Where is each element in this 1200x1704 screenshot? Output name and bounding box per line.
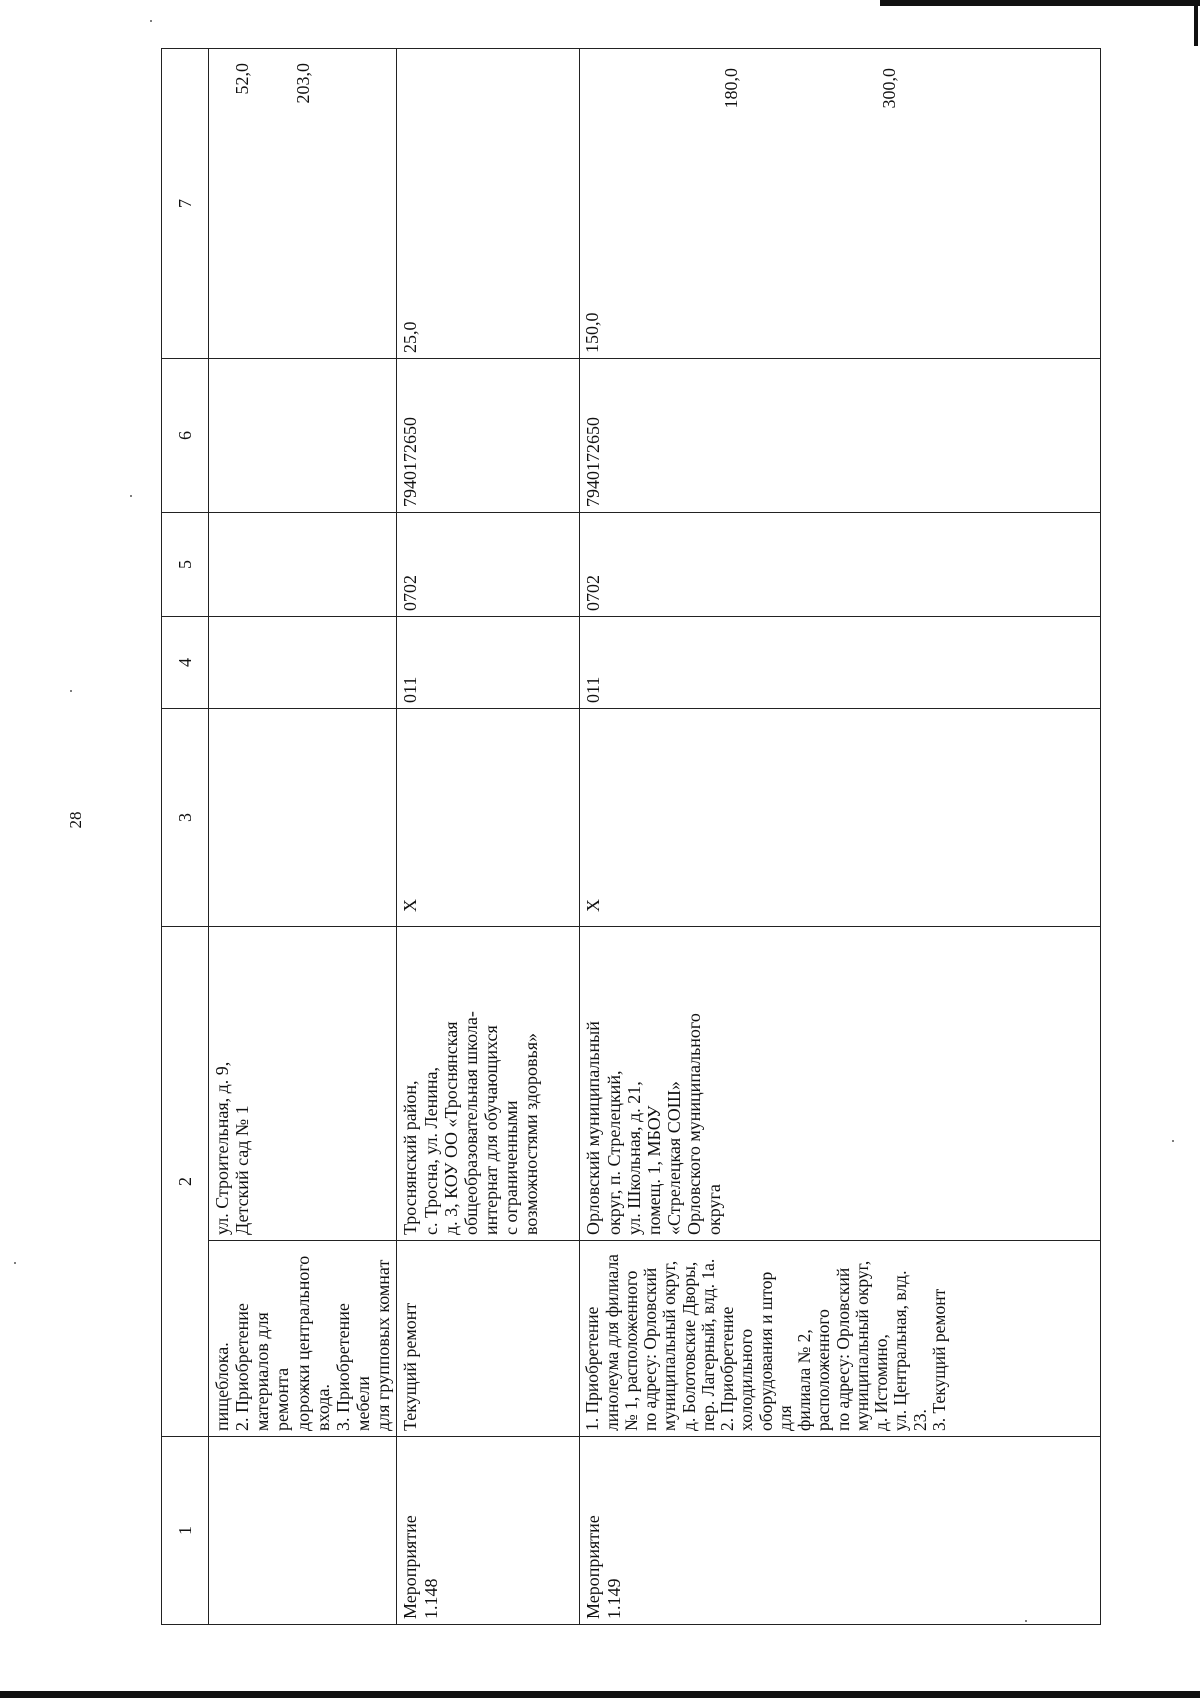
col3-cell: Х (397, 709, 580, 927)
table-row (580, 49, 1101, 1625)
address-line: общеобразовательная школа- (460, 1011, 481, 1235)
address-line: с. Тросна, ул. Ленина, (420, 1066, 441, 1235)
col3-cell: Х (580, 709, 1101, 927)
description-line: Текущий ремонт (400, 1302, 421, 1431)
amount-cell (580, 49, 1101, 359)
program-activities-table (161, 48, 1101, 1625)
address-line: возможностями здоровья» (521, 1032, 542, 1235)
address-line: Троснянский район, (400, 1080, 421, 1235)
amount-line: 25,0 (400, 321, 421, 353)
address-line: Орловский муниципальный (583, 1021, 604, 1235)
activity-id-cell (209, 1437, 397, 1625)
header-row (162, 49, 209, 1625)
header-col-6: 6 (162, 359, 209, 513)
address-line: округа (704, 1184, 725, 1235)
activity-address-cell (209, 927, 397, 1241)
scan-edge-bottom (0, 1691, 1200, 1698)
amount-line (272, 63, 292, 353)
address-line: округ, п. Стрелецкий, (603, 1070, 624, 1235)
address-line: ул. Строительная, д. 9, (212, 1061, 232, 1235)
scan-edge-top (880, 0, 1200, 6)
amount-spacer (861, 54, 881, 353)
amount-spacer (663, 54, 683, 353)
scan-speck (150, 20, 152, 22)
amount-spacer (781, 54, 801, 353)
col6-cell (209, 359, 397, 513)
description-line: муниципальный округ, (851, 1260, 872, 1431)
description-line: по адресу: Орловский (832, 1267, 853, 1431)
description-line: муниципальный округ, (659, 1260, 680, 1431)
activity-description-cell (580, 1241, 1101, 1437)
description-line: д. Болотовские Дворы, (678, 1261, 699, 1431)
description-line: дорожки центрального (292, 1255, 313, 1431)
amount-spacer (821, 54, 841, 353)
activity-description-cell (209, 1241, 397, 1437)
amount-line: 150,0 (582, 312, 603, 353)
amount-spacer (742, 54, 762, 353)
col5-cell (209, 513, 397, 617)
description-line: пер. Лагерный, влд. 1а. (697, 1258, 718, 1431)
activity-description-cell (397, 1241, 580, 1437)
description-line: д. Истомино, (871, 1334, 892, 1431)
amount-line: 203,0 (292, 63, 313, 104)
address-line: помещ. 1, МБОУ (643, 1105, 664, 1235)
amount-spacer (801, 54, 821, 353)
description-line: 3. Текущий ремонт (928, 1288, 949, 1431)
description-line: 2. Приобретение (717, 1306, 738, 1431)
activity-label: Мероприятие (400, 1515, 421, 1619)
amount-spacer (643, 54, 663, 353)
description-line: филиала № 2, (794, 1329, 815, 1431)
address-line: интернат для обучающихся (481, 1025, 502, 1235)
header-col-4: 4 (162, 617, 209, 709)
description-line: по адресу: Орловский (640, 1267, 661, 1431)
document-table-area (161, 49, 1101, 1625)
description-line: № 1, расположенного (620, 1270, 641, 1431)
activity-id-cell (580, 1437, 1101, 1625)
header-col-1: 1 (162, 1437, 209, 1625)
scan-speck (70, 690, 72, 692)
col6-cell: 7940172650 (580, 359, 1101, 513)
address-line: ул. Школьная, д. 21, (623, 1081, 644, 1235)
col5-cell: 0702 (580, 513, 1101, 617)
scan-speck (14, 1262, 16, 1264)
col6-cell: 7940172650 (397, 359, 580, 513)
activity-number: 1.148 (420, 1578, 441, 1619)
activity-address-cell (580, 927, 1101, 1241)
address-line: «Стрелецкая СОШ» (664, 1081, 685, 1235)
amount-line: 52,0 (232, 63, 253, 95)
amount-cell (209, 49, 397, 359)
col4-cell: 011 (580, 617, 1101, 709)
address-line: с ограниченными (501, 1100, 522, 1235)
description-line: расположенного (813, 1309, 834, 1431)
header-col-2: 2 (162, 927, 209, 1437)
col4-cell: 011 (397, 617, 580, 709)
table-row (209, 49, 397, 1625)
amount-line (212, 63, 232, 353)
description-line: 3. Приобретение мебели (332, 1303, 374, 1431)
amount-cell (397, 49, 580, 359)
activity-number: 1.149 (603, 1578, 624, 1619)
description-line: линолеума для филиала (601, 1254, 622, 1431)
amount-line (252, 63, 272, 353)
scan-speck (1172, 1140, 1174, 1142)
description-line: 2. Приобретение (232, 1303, 253, 1431)
header-col-5: 5 (162, 513, 209, 617)
amount-spacer (702, 54, 722, 353)
amount-spacer (603, 54, 623, 353)
amount-spacer (623, 54, 643, 353)
header-col-7: 7 (162, 49, 209, 359)
description-line: ул. Центральная, влд. 23. (890, 1270, 930, 1431)
page-number: 28 (66, 811, 85, 829)
description-line: для групповых комнат (373, 1259, 394, 1431)
amount-spacer (762, 54, 782, 353)
amount-spacer (682, 54, 702, 353)
description-line: 1. Приобретение (582, 1306, 603, 1431)
address-line: Детский сад № 1 (232, 1105, 253, 1235)
activity-label: Мероприятие (583, 1515, 604, 1619)
amount-line: 180,0 (720, 68, 741, 109)
address-line: д. 3, КОУ ОО «Троснянская (440, 1021, 461, 1235)
address-line: Орловского муниципального (684, 1013, 705, 1235)
description-line: пищеблока. (212, 1342, 232, 1431)
activity-id-cell (397, 1437, 580, 1625)
scan-edge-right (1194, 0, 1198, 46)
col4-cell (209, 617, 397, 709)
table-row (397, 49, 580, 1625)
description-line: оборудования и штор для (755, 1271, 795, 1431)
scan-speck (130, 495, 132, 497)
col3-cell (209, 709, 397, 927)
description-line: материалов для ремонта (252, 1312, 293, 1431)
description-line: входа. (312, 1384, 333, 1431)
activity-address-cell (397, 927, 580, 1241)
amount-spacer (841, 54, 861, 353)
description-line: холодильного (736, 1328, 757, 1431)
col5-cell: 0702 (397, 513, 580, 617)
header-col-3: 3 (162, 709, 209, 927)
amount-line: 300,0 (879, 68, 900, 109)
